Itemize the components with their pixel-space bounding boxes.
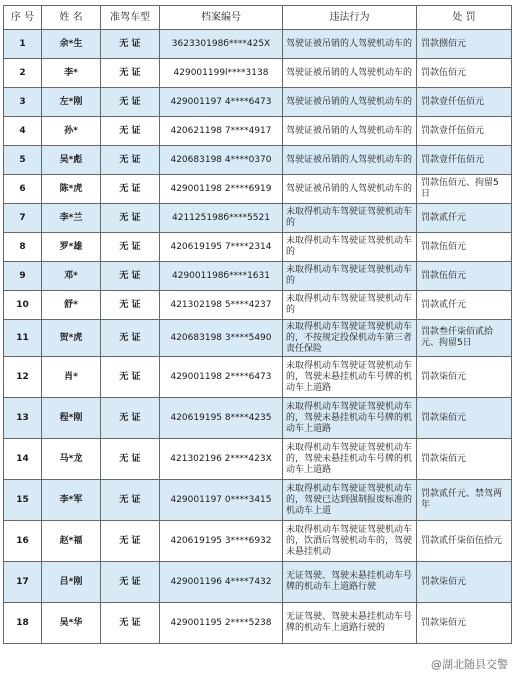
header-row [4, 6, 512, 30]
table-row [4, 117, 512, 146]
row-index: 6 [4, 175, 42, 204]
table-row [4, 233, 512, 262]
row-violation: 驾驶证被吊销的人驾驶机动车的 [283, 30, 417, 59]
row-license-type: 无 证 [101, 88, 160, 117]
row-penalty: 罚款伍佰元 [417, 59, 512, 88]
row-file-no: 429001198б****1631 [160, 262, 283, 291]
row-file-no: 429001199l****3138 [160, 59, 283, 88]
row-license-type: 无 证 [101, 398, 160, 439]
row-license-type: 无 证 [101, 562, 160, 603]
row-name: 李* [42, 59, 101, 88]
row-index: 7 [4, 204, 42, 233]
row-penalty: 罚款贰仟元 [417, 291, 512, 320]
header-violation: 违法行为 [283, 6, 417, 30]
row-violation: 未取得机动车驾驶证驾驶机动车的，驾驶已达到强制报废标准的机动车上道 [283, 480, 417, 521]
row-violation: 驾驶证被吊销的人驾驶机动车的 [283, 59, 417, 88]
row-index: 9 [4, 262, 42, 291]
row-violation: 未取得机动车驾驶证驾驶机动车的 [283, 233, 417, 262]
row-penalty: 罚款贰仟柒佰伍拾元 [417, 521, 512, 562]
row-name: 李*军 [42, 480, 101, 521]
row-violation: 未取得机动车驾驶证驾驶机动车的，饮酒后驾驶机动车的，驾驶未悬挂机动 [283, 521, 417, 562]
row-file-no: 429001198 2****6473 [160, 357, 283, 398]
row-file-no: 420619195 7****2314 [160, 233, 283, 262]
row-license-type: 无 证 [101, 204, 160, 233]
row-file-no: 362330198б****425X [160, 30, 283, 59]
row-file-no: 420621198 7****4917 [160, 117, 283, 146]
row-license-type: 无 证 [101, 480, 160, 521]
row-license-type: 无 证 [101, 30, 160, 59]
row-name: 余*生 [42, 30, 101, 59]
row-name: 吴*华 [42, 603, 101, 644]
row-violation: 无证驾驶、驾驶未悬挂机动车号牌的机动车上道路行驶 [283, 562, 417, 603]
row-license-type: 无 证 [101, 291, 160, 320]
row-license-type: 无 证 [101, 521, 160, 562]
row-index: 8 [4, 233, 42, 262]
row-file-no: 429001196 4****7432 [160, 562, 283, 603]
table-header [4, 6, 512, 30]
row-index: 13 [4, 398, 42, 439]
row-index: 18 [4, 603, 42, 644]
row-license-type: 无 证 [101, 117, 160, 146]
row-penalty: 罚款柒佰元 [417, 398, 512, 439]
table-row [4, 480, 512, 521]
row-penalty: 罚款叁仟柒佰贰拾元、拘留5日 [417, 320, 512, 357]
row-file-no: 420619195 3****6932 [160, 521, 283, 562]
row-index: 17 [4, 562, 42, 603]
table-row [4, 439, 512, 480]
row-violation: 驾驶证被吊销的人驾驶机动车的 [283, 175, 417, 204]
row-index: 3 [4, 88, 42, 117]
row-name: 舒* [42, 291, 101, 320]
row-index: 2 [4, 59, 42, 88]
row-penalty: 罚款壹仟伍佰元 [417, 146, 512, 175]
row-name: 贺*虎 [42, 320, 101, 357]
table-row [4, 398, 512, 439]
row-penalty: 罚款柒佰元 [417, 603, 512, 644]
row-file-no: 421125198б****5521 [160, 204, 283, 233]
row-index: 11 [4, 320, 42, 357]
table-row [4, 603, 512, 644]
header-license-type: 准驾车型 [101, 6, 160, 30]
row-file-no: 420619195 8****4235 [160, 398, 283, 439]
row-license-type: 无 证 [101, 439, 160, 480]
row-violation: 未取得机动车驾驶证驾驶机动车的，驾驶未悬挂机动车号牌的机动车上道路 [283, 398, 417, 439]
header-file-no: 档案编号 [160, 6, 283, 30]
row-violation: 驾驶证被吊销的人驾驶机动车的 [283, 146, 417, 175]
row-license-type: 无 证 [101, 603, 160, 644]
row-license-type: 无 证 [101, 59, 160, 88]
table-row [4, 59, 512, 88]
row-name: 邓* [42, 262, 101, 291]
row-license-type: 无 证 [101, 146, 160, 175]
table-row [4, 521, 512, 562]
row-file-no: 420683198 4****0370 [160, 146, 283, 175]
row-violation: 未取得机动车驾驶证驾驶机动车的，驾驶未悬挂机动车号牌的机动车上道路 [283, 357, 417, 398]
row-index: 1 [4, 30, 42, 59]
row-violation: 未取得机动车驾驶证驾驶机动车的，驾驶未悬挂机动车号牌的机动车上道路 [283, 439, 417, 480]
table-row [4, 175, 512, 204]
row-file-no: 421302196 2****423X [160, 439, 283, 480]
row-violation: 未取得机动车驾驶证驾驶机动车的 [283, 262, 417, 291]
row-index: 12 [4, 357, 42, 398]
row-violation: 未取得机动车驾驶证驾驶机动车的，不按规定投保机动车第三者责任保险 [283, 320, 417, 357]
row-violation: 驾驶证被吊销的人驾驶机动车的 [283, 117, 417, 146]
table-row [4, 30, 512, 59]
table-row [4, 146, 512, 175]
row-name: 孙* [42, 117, 101, 146]
row-penalty: 罚款伍佰元、拘留5日 [417, 175, 512, 204]
row-violation: 无证驾驶、驾驶未悬挂机动车号牌的机动车上道路行驶的 [283, 603, 417, 644]
violation-table [3, 5, 512, 644]
row-index: 15 [4, 480, 42, 521]
row-name: 程*刚 [42, 398, 101, 439]
row-file-no: 429001198 2****6919 [160, 175, 283, 204]
row-penalty: 罚款柒佰元 [417, 439, 512, 480]
row-file-no: 421302198 5****4237 [160, 291, 283, 320]
row-violation: 未取得机动车驾驶证驾驶机动车的 [283, 204, 417, 233]
header-name: 姓 名 [42, 6, 101, 30]
row-penalty: 罚款伍佰元 [417, 233, 512, 262]
table-row [4, 357, 512, 398]
table-row [4, 204, 512, 233]
row-name: 吕*刚 [42, 562, 101, 603]
table-row [4, 291, 512, 320]
row-name: 李*兰 [42, 204, 101, 233]
row-penalty: 罚款贰仟元、禁驾两年 [417, 480, 512, 521]
row-license-type: 无 证 [101, 175, 160, 204]
watermark: @湖北随县交警 [431, 658, 508, 671]
row-name: 左*刚 [42, 88, 101, 117]
row-file-no: 429001197 0****3415 [160, 480, 283, 521]
row-penalty: 罚款壹仟伍佰元 [417, 117, 512, 146]
row-file-no: 429001195 2****5238 [160, 603, 283, 644]
row-name: 赵*福 [42, 521, 101, 562]
header-penalty: 处 罚 [417, 6, 512, 30]
row-file-no: 429001197 4****6473 [160, 88, 283, 117]
row-penalty: 罚款捌佰元 [417, 30, 512, 59]
row-file-no: 420683198 3****5490 [160, 320, 283, 357]
row-index: 14 [4, 439, 42, 480]
row-index: 10 [4, 291, 42, 320]
header-index: 序 号 [4, 6, 42, 30]
table-row [4, 562, 512, 603]
row-license-type: 无 证 [101, 320, 160, 357]
row-penalty: 罚款贰仟元 [417, 204, 512, 233]
table-body [4, 30, 512, 644]
row-index: 4 [4, 117, 42, 146]
row-name: 陈*虎 [42, 175, 101, 204]
table-row [4, 262, 512, 291]
row-penalty: 罚款柒佰元 [417, 562, 512, 603]
row-penalty: 罚款柒佰元 [417, 357, 512, 398]
row-name: 罗*雄 [42, 233, 101, 262]
row-index: 5 [4, 146, 42, 175]
row-penalty: 罚款伍佰元 [417, 262, 512, 291]
row-index: 16 [4, 521, 42, 562]
row-name: 吴*彪 [42, 146, 101, 175]
row-license-type: 无 证 [101, 262, 160, 291]
row-license-type: 无 证 [101, 233, 160, 262]
row-name: 马*龙 [42, 439, 101, 480]
row-penalty: 罚款壹仟伍佰元 [417, 88, 512, 117]
row-name: 肖* [42, 357, 101, 398]
table-row [4, 320, 512, 357]
table-row [4, 88, 512, 117]
row-license-type: 无 证 [101, 357, 160, 398]
row-violation: 驾驶证被吊销的人驾驶机动车的 [283, 88, 417, 117]
row-violation: 未取得机动车驾驶证驾驶机动车的 [283, 291, 417, 320]
